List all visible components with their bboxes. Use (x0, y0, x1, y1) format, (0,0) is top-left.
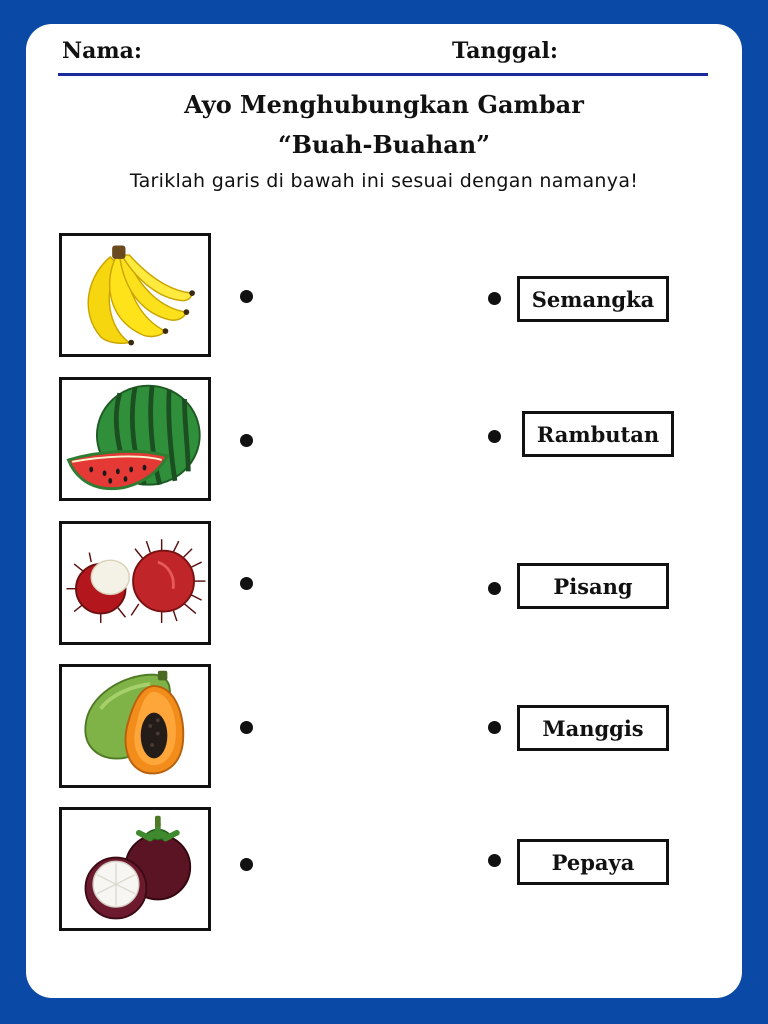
instruction-text: Tariklah garis di bawah ini sesuai dengan namanya! (129, 170, 639, 192)
rambutan-icon (62, 524, 208, 642)
picture-box-watermelon (59, 377, 211, 501)
match-dot-left-2[interactable] (240, 434, 253, 447)
name-box-5: Pepaya (517, 839, 669, 885)
match-dot-right-1[interactable] (488, 292, 501, 305)
match-dot-left-5[interactable] (240, 858, 253, 871)
name-box-2: Rambutan (522, 411, 674, 457)
match-dot-right-4[interactable] (488, 721, 501, 734)
name-box-3: Pisang (517, 563, 669, 609)
worksheet (26, 24, 742, 998)
header-rule (58, 73, 708, 76)
match-dot-right-5[interactable] (488, 854, 501, 867)
match-dot-left-3[interactable] (240, 577, 253, 590)
picture-box-banana (59, 233, 211, 357)
match-dot-left-1[interactable] (240, 290, 253, 303)
name-label: Nama: (62, 38, 143, 64)
picture-box-mangosteen (59, 807, 211, 931)
name-box-1: Semangka (517, 276, 669, 322)
picture-box-papaya (59, 664, 211, 788)
title-line-1: Ayo Menghubungkan Gambar (184, 90, 584, 119)
name-box-4: Manggis (517, 705, 669, 751)
match-dot-left-4[interactable] (240, 721, 253, 734)
picture-box-rambutan (59, 521, 211, 645)
banana-icon (62, 236, 208, 354)
mangosteen-icon (62, 810, 208, 928)
watermelon-icon (62, 380, 208, 498)
match-dot-right-3[interactable] (488, 582, 501, 595)
title-line-2: “Buah-Buahan” (277, 130, 491, 159)
date-label: Tanggal: (452, 38, 559, 64)
match-dot-right-2[interactable] (488, 430, 501, 443)
papaya-icon (62, 667, 208, 785)
